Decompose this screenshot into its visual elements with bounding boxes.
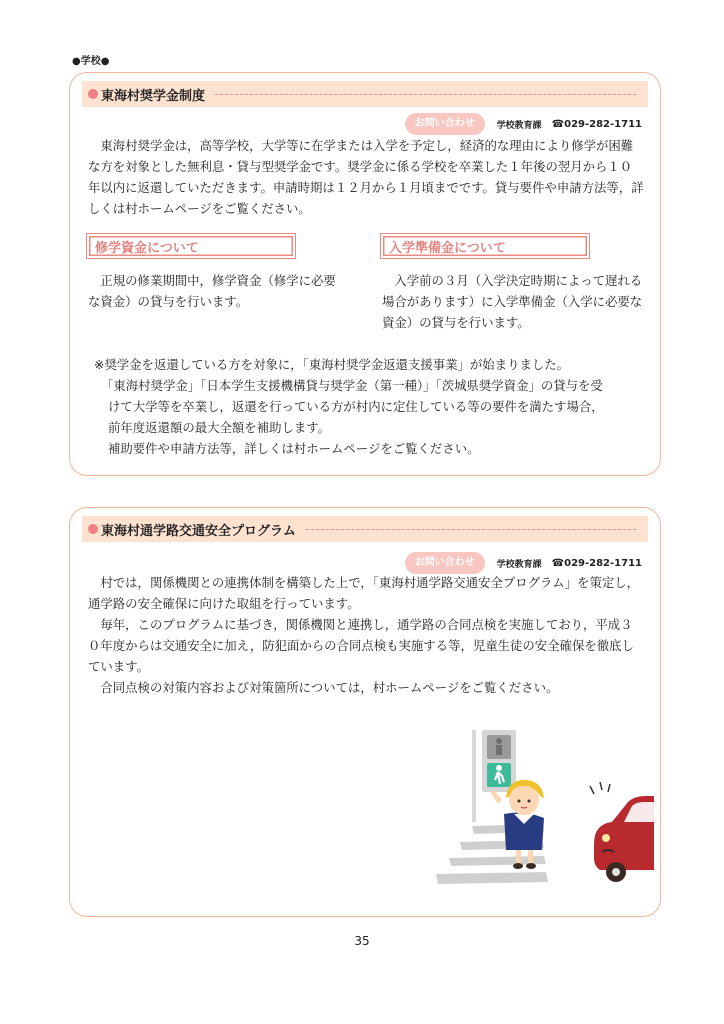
intro-text: 東海村奨学金は，高等学校，大学等に在学または入学を予定し，経済的な理由により修学が困難な方を対象とした無利息・貸与型奨学金です。奨学金に係る学校を卒業した１年後の翌月から１０年以内に返還していただきます。申請時期は１２月から１月頃までです。貸与要件や申請方法等，詳しくは村ホームページをご覧ください。 — [88, 138, 644, 216]
scholarship-contact — [405, 113, 642, 135]
study-fund-label-text: 修学資金について — [95, 240, 199, 256]
traffic-signal-icon — [472, 730, 516, 822]
safety-paragraph-1: 村では，関係機関との連携体制を構築した上で，「東海村通学路交通安全プログラム」を策定し，通学路の安全確保に向けた取組を行っています。 — [88, 575, 640, 611]
bullet-icon — [88, 524, 98, 534]
header-divider — [306, 529, 636, 530]
contact-label: お問い合わせ — [405, 113, 485, 135]
contact-dept: 学校教育課 — [496, 120, 542, 131]
entrance-fund-text — [382, 270, 644, 333]
study-fund-text — [88, 270, 346, 312]
child-icon — [490, 780, 544, 869]
motion-marks-icon — [590, 782, 610, 794]
safety-paragraph-3: 合同点検の対策内容および対策箇所については，村ホームページをご覧ください。 — [100, 680, 559, 695]
entrance-fund-body: 入学前の３月（入学決定時期によって遅れる場合があります）に入学準備金（入学に必要な資金）の貸与を行います。 — [382, 273, 643, 330]
note-line-4: 前年度返還額の最大全額を補助します。 — [108, 420, 331, 435]
contact-dept: 学校教育課 — [496, 559, 542, 570]
note-line-1: ※奨学金を返還している方を対象に，「東海村奨学金返還支援事業」が始まりました。 — [94, 357, 570, 372]
page-number: 35 — [354, 934, 370, 948]
contact-phone: ☎029-282-1711 — [551, 118, 642, 130]
safety-paragraph-2: 毎年，このプログラムに基づき，関係機関と連携し，通学路の合同点検を実施しており，平成３０年度からは交通安全に加え，防犯面からの合同点検も実施する等，児童生徒の安全確保を徹底しています。 — [88, 617, 634, 674]
entrance-fund-label-text: 入学準備金について — [389, 240, 506, 256]
note-line-5: 補助要件や申請方法等，詳しくは村ホームページをご覧ください。 — [108, 441, 480, 456]
scholarship-title: 東海村奨学金制度 — [101, 88, 206, 104]
section-tag: ●学校● — [72, 56, 110, 67]
crosswalk-illustration — [394, 726, 654, 896]
safety-title: 東海村通学路交通安全プログラム — [101, 523, 296, 539]
entrance-fund-label — [380, 233, 590, 259]
safety-body — [88, 572, 644, 698]
study-fund-body: 正規の修業期間中，修学資金（修学に必要な資金）の貸与を行います。 — [88, 273, 336, 309]
scholarship-card — [69, 72, 661, 476]
note-line-2: 「東海村奨学金」「日本学生支援機構貸与奨学金（第一種）」「茨城県奨学資金」の貸与を受 — [101, 378, 603, 393]
car-icon — [594, 796, 654, 882]
contact-phone: ☎029-282-1711 — [551, 557, 642, 569]
repayment-support-note — [94, 354, 654, 459]
study-fund-label — [86, 233, 296, 259]
safety-contact — [405, 552, 642, 574]
contact-label: お問い合わせ — [405, 552, 485, 574]
note-line-3: けて大学等を卒業し，返還を行っている方が村内に定住している等の要件を満たす場合， — [108, 399, 604, 414]
safety-header — [82, 516, 648, 542]
scholarship-header — [82, 81, 648, 107]
scholarship-intro — [88, 135, 644, 219]
header-divider — [215, 94, 636, 95]
safety-card — [69, 507, 661, 917]
bullet-icon — [88, 89, 98, 99]
